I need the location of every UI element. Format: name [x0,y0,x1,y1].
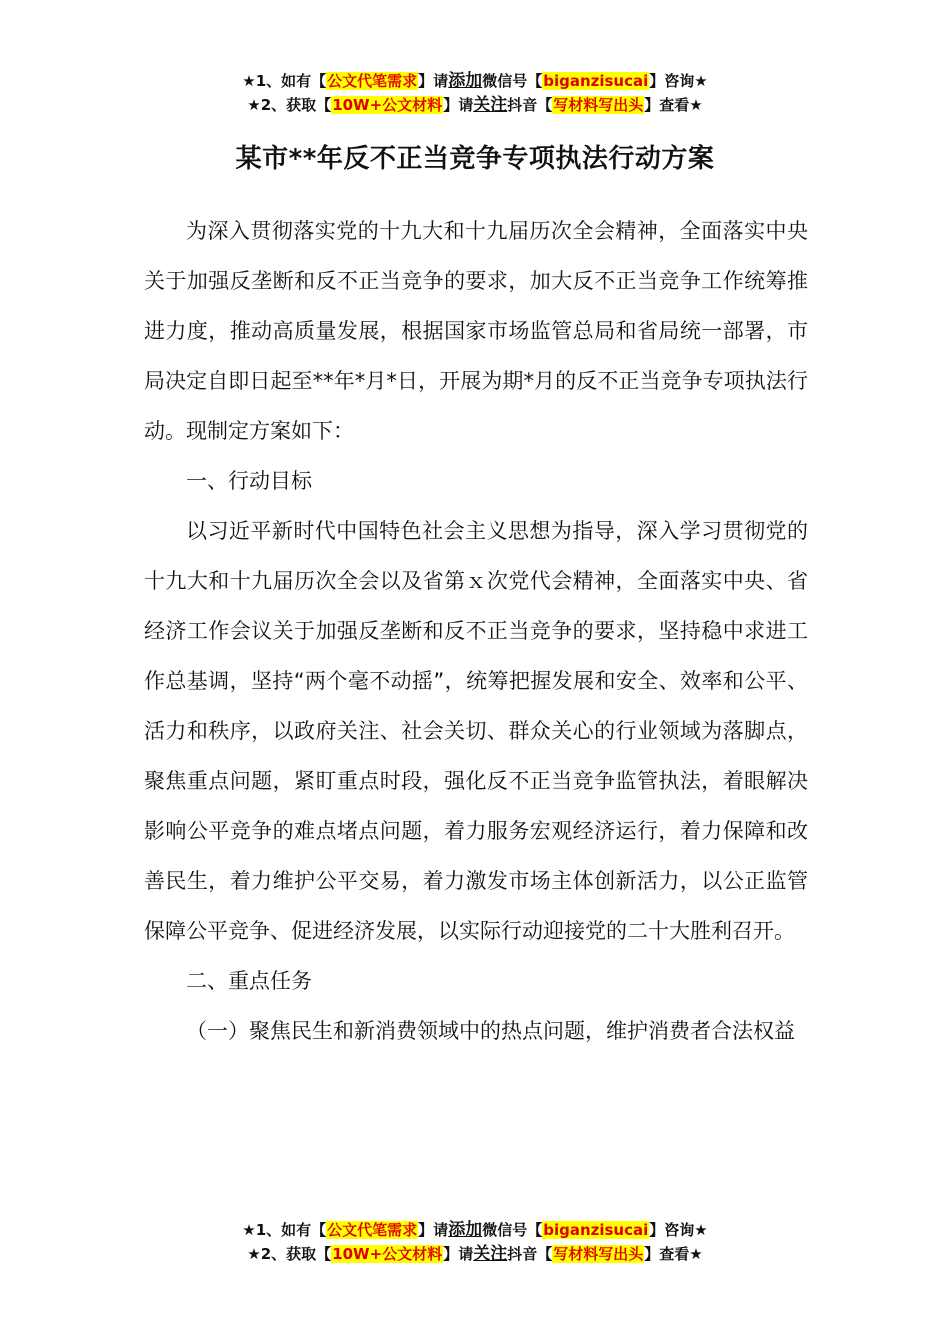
promo-line-2 [0,1242,950,1266]
section-heading-goals: 一、行动目标 [186,469,312,493]
promo-highlight: biganzisucai [543,1221,649,1239]
promo-line-1 [0,69,950,93]
promo-underlined: 添加 [448,71,483,91]
promo-highlight: biganzisucai [543,72,649,90]
promo-text: 】请 [443,1245,474,1263]
footer-promo-banner [0,1218,950,1266]
promo-text: ★2、获取【 [247,1245,332,1263]
promo-underlined: 关注 [473,95,508,115]
promo-highlight: 公文代笔需求 [327,72,418,90]
promo-text: 】请 [443,96,474,114]
promo-highlight: 10W+公文材料 [332,96,443,114]
promo-text: ★1、如有【 [242,1221,327,1239]
promo-text: 抖音【 [507,1245,553,1263]
promo-text: 微信号【 [482,72,543,90]
document-body [144,206,808,1056]
promo-line-1 [0,1218,950,1242]
promo-text: 】请 [418,1221,449,1239]
promo-text: 抖音【 [507,96,553,114]
promo-text: 】查看★ [644,96,703,114]
promo-text: ★2、获取【 [247,96,332,114]
promo-text: ★1、如有【 [242,72,327,90]
document-title: 某市**年反不正当竞争专项执法行动方案 [235,144,715,174]
promo-text: 】咨询★ [649,72,708,90]
promo-text: 】查看★ [644,1245,703,1263]
promo-line-2 [0,93,950,117]
promo-text: 微信号【 [482,1221,543,1239]
section-heading-tasks: 二、重点任务 [186,969,312,993]
paragraph-intro: 为深入贯彻落实党的十九大和十九届历次全会精神，全面落实中央关于加强反垄断和反不正当竞争的要求，加大反不正当竞争工作统筹推进力度，推动高质量发展，根据国家市场监管总局和省局统一部署，市局决定自即日起至**年*月*日，开展为期*月的反不正当竞争专项执法行动。现制定方案如下： [144,219,808,443]
promo-underlined: 添加 [448,1220,483,1240]
promo-underlined: 关注 [473,1244,508,1264]
subheading-task-1: （一）聚焦民生和新消费领域中的热点问题，维护消费者合法权益 [186,1019,795,1043]
promo-highlight: 公文代笔需求 [327,1221,418,1239]
promo-highlight: 写材料写出头 [553,96,644,114]
promo-text: 】咨询★ [649,1221,708,1239]
paragraph-goals: 以习近平新时代中国特色社会主义思想为指导，深入学习贯彻党的十九大和十九届历次全会以及省第ｘ次党代会精神，全面落实中央、省经济工作会议关于加强反垄断和反不正当竞争的要求，坚持稳中求进工作总基调，坚持“两个毫不动摇”，统筹把握发展和安全、效率和公平、活力和秩序，以政府关注、社会关切、群众关心的行业领域为落脚点，聚焦重点问题，紧盯重点时段，强化反不正当竞争监管执法，着眼解决影响公平竞争的难点堵点问题，着力服务宏观经济运行，着力保障和改善民生，着力维护公平交易，着力激发市场主体创新活力，以公正监管保障公平竞争、促进经济发展，以实际行动迎接党的二十大胜利召开。 [144,519,808,943]
promo-highlight: 10W+公文材料 [332,1245,443,1263]
promo-text: 】请 [418,72,449,90]
header-promo-banner [0,69,950,117]
promo-highlight: 写材料写出头 [553,1245,644,1263]
